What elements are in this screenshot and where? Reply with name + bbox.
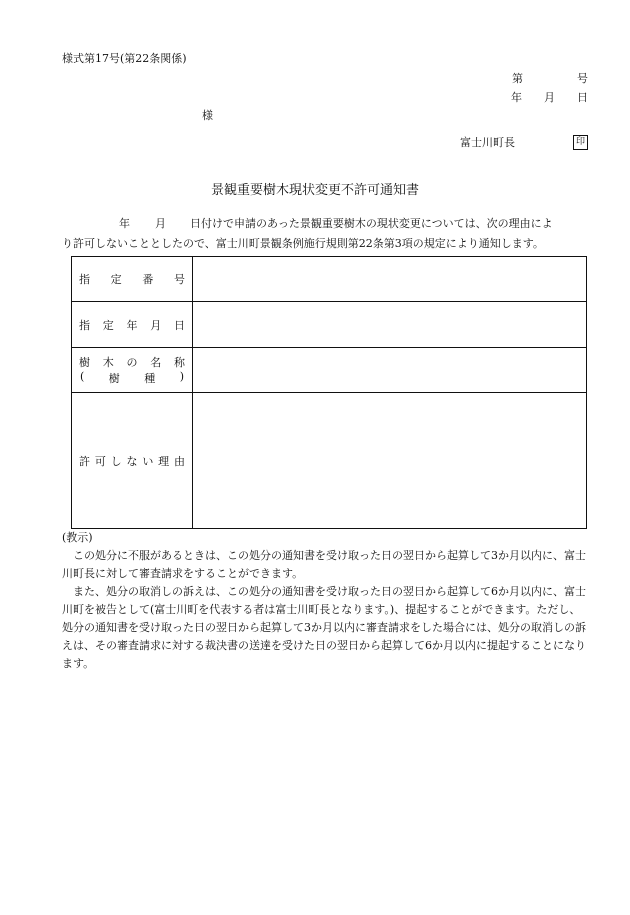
label-char: し xyxy=(110,454,122,468)
label-char: 称 xyxy=(174,356,185,369)
issuer-name: 富士川町長 xyxy=(460,136,515,149)
addressee-suffix: 様 xyxy=(202,109,213,122)
label-spread xyxy=(79,354,185,370)
label-char: 年 xyxy=(126,318,138,332)
label-spread xyxy=(79,317,185,333)
label-char: 許 xyxy=(79,454,90,468)
label-char: 日 xyxy=(174,318,185,332)
date-month: 月 xyxy=(544,91,555,104)
label-spread xyxy=(79,453,185,469)
label-char: 可 xyxy=(94,454,106,468)
label-char: 種 xyxy=(144,372,156,385)
issuer-line xyxy=(460,134,588,150)
notice-paragraph-1: この処分に不服があるときは、この処分の通知書を受け取った日の翌日から起算して3か月以内に、富士川町長に対して審査請求をすることができます。 xyxy=(62,549,586,580)
refusal-reason-value xyxy=(193,393,587,529)
table-row xyxy=(72,348,587,393)
intro-line1: 日付けで申請のあった景観重要樹木の現状変更については、次の理由によ xyxy=(190,217,553,230)
document-title: 景観重要樹木現状変更不許可通知書 xyxy=(210,183,419,198)
date-year: 年 xyxy=(511,91,522,104)
tree-name-label xyxy=(72,348,193,393)
date-line xyxy=(511,89,588,105)
intro-line2: り許可しないこととしたので、富士川町景観条例施行規則第22条第3項の規定により通知します。 xyxy=(62,237,544,250)
notice-heading: (教示) xyxy=(62,531,93,544)
label-char: 指 xyxy=(79,318,90,332)
seal-mark: 印 xyxy=(573,135,588,150)
label-char: な xyxy=(126,454,138,468)
label-spread xyxy=(79,271,185,287)
number-suffix: 号 xyxy=(577,72,588,85)
label-char: い xyxy=(142,454,154,468)
label-char: 定 xyxy=(102,318,114,332)
designation-number-label xyxy=(72,257,193,302)
label-char: 指 xyxy=(79,273,90,286)
date-day: 日 xyxy=(577,91,588,104)
label-char: 名 xyxy=(150,356,162,369)
label-char: 樹 xyxy=(79,356,90,369)
table-row xyxy=(72,393,587,529)
label-char: 号 xyxy=(173,273,185,286)
table-row xyxy=(72,302,587,348)
intro-date-month: 月 xyxy=(155,217,166,230)
label-char: 樹 xyxy=(108,372,120,385)
label-char: 番 xyxy=(142,273,154,286)
details-table xyxy=(71,256,587,529)
document-number-line xyxy=(512,70,588,86)
label-char: 定 xyxy=(110,273,122,286)
label-char: 理 xyxy=(158,454,170,468)
label-char: 月 xyxy=(150,318,162,332)
number-prefix: 第 xyxy=(512,72,523,85)
form-label: 様式第17号(第22条関係) xyxy=(62,52,187,65)
tree-name-value xyxy=(193,348,587,393)
intro-date-year: 年 xyxy=(119,217,130,230)
label-spread xyxy=(79,370,185,386)
label-char: 由 xyxy=(173,454,185,468)
refusal-reason-label xyxy=(72,393,193,529)
label-char: ) xyxy=(179,370,184,383)
label-char: 木 xyxy=(102,356,114,369)
table-row xyxy=(72,257,587,302)
designation-date-label xyxy=(72,302,193,348)
designation-number-value xyxy=(193,257,587,302)
appeal-notice xyxy=(62,529,587,673)
designation-date-value xyxy=(193,302,587,348)
label-char: ( xyxy=(80,370,85,383)
label-char: の xyxy=(126,356,138,369)
notice-paragraph-2: また、処分の取消しの訴えは、この処分の通知書を受け取った日の翌日から起算して6か月以内に、富士川町を被告として(富士川町を代表する者は富士川町長となります。)、提起することができます。ただし、処分の通知書を受け取った日の翌日から起算して3か月以内に審査請求をした場合には、処分の取消しの訴えは、その審査請求に対する裁決書の送達を受けた日の翌日から起算して6か月以内に提起することになります。 xyxy=(62,585,586,670)
